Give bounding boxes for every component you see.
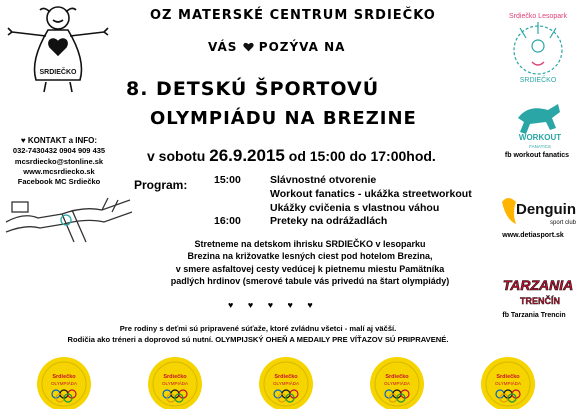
program-time <box>214 188 270 202</box>
medal-text: Srdiečko <box>52 374 76 380</box>
denguin-caption[interactable]: www.detiasport.sk <box>502 232 564 239</box>
program-time: 16:00 <box>214 215 241 228</box>
description-line: padlých hrdinov (smerové tabule vás privedú na štart olympiády) <box>170 276 450 287</box>
contact-facebook[interactable]: Facebook MC Srdiečko <box>17 177 101 187</box>
lesopark-logo-label: Srdiečko Lesopark <box>509 13 567 20</box>
lesopark-logo <box>500 8 576 88</box>
medal-icon <box>36 356 92 409</box>
medal-sub: OLYMPIÁDA <box>495 381 521 386</box>
program-time: 15:00 <box>214 174 241 186</box>
denguin-logo-text: Denguin <box>516 201 576 218</box>
tarzania-logo <box>500 270 576 310</box>
medal-text: Srdiečko <box>385 374 409 380</box>
medal-icon <box>147 356 203 409</box>
event-date: 26.9.2015 <box>209 146 285 165</box>
workout-fanatics-logo <box>504 98 576 150</box>
srdiecko-logo-label: SRDIEČKO <box>39 69 77 76</box>
invite-pre: VÁS <box>208 40 238 54</box>
medal-text: Srdiečko <box>163 374 187 380</box>
meeting-description <box>140 238 480 288</box>
workout-caption[interactable]: fb workout fanatics <box>504 152 570 159</box>
program-item <box>214 215 472 229</box>
to-word: do <box>349 148 367 164</box>
heart-icon <box>243 42 254 52</box>
lesopark-logo-sub: SRDIEČKO <box>519 77 557 84</box>
end-time: 17:00hod. <box>370 148 436 164</box>
organizer-line: OZ MATERSKÉ CENTRUM SRDIEČKO <box>150 8 436 23</box>
medal-sub: OLYMPIÁDA <box>162 381 188 386</box>
invite-post: POZÝVA NA <box>258 40 346 54</box>
contact-title-text: KONTAKT a INFO: <box>27 136 98 145</box>
date-pre: v sobotu <box>147 148 206 164</box>
contact-title: ♥ KONTAKT a INFO: <box>20 136 98 145</box>
program-text: Ukážky cvičenia s vlastnou váhou <box>270 201 440 214</box>
program-label: Program: <box>134 178 188 192</box>
program-text: Preteky na odrážadlách <box>270 215 388 228</box>
medals-row <box>36 356 536 409</box>
description-line: Brezina na križovatke lesných ciest pod hotelom Brezina, <box>187 251 433 262</box>
medal-text: Srdiečko <box>496 374 520 380</box>
event-title-line2: OLYMPIÁDU NA BREZINE <box>150 108 417 129</box>
contact-email[interactable]: mcsrdiecko@stonline.sk <box>14 156 104 166</box>
hearts-decoration: ♥ ♥ ♥ ♥ ♥ <box>228 300 319 310</box>
program-list <box>214 174 472 229</box>
notice-line2: Rodičia ako tréneri a doprovod sú nutní. OLYMPIJSKÝ OHEŇ A MEDAILY PRE VÍŤAZOV SÚ PRIPRAVENÉ. <box>67 335 449 344</box>
medal-sub: OLYMPIÁDA <box>384 381 410 386</box>
program-item <box>214 174 472 188</box>
start-time: 15:00 <box>309 148 346 164</box>
family-notice <box>18 323 498 345</box>
tarzania-caption[interactable]: fb Tarzania Trencin <box>502 312 566 319</box>
program-item <box>214 202 472 216</box>
medal-icon <box>369 356 425 409</box>
program-item <box>214 188 472 202</box>
denguin-logo-sub: sport club <box>550 220 577 226</box>
medal-icon <box>258 356 314 409</box>
description-line: Stretneme na detskom ihrisku SRDIEČKO v lesoparku <box>194 239 426 249</box>
program-text: Workout fanatics - ukážka streetworkout <box>270 187 472 200</box>
tarzania-logo-sub: TRENČÍN <box>520 296 560 306</box>
program-text: Slávnostné otvorenie <box>270 174 377 186</box>
denguin-logo <box>498 192 578 232</box>
event-title-line1: 8. DETSKÚ ŠPORTOVÚ <box>126 78 380 100</box>
route-map <box>4 192 136 248</box>
from-word: od <box>288 148 306 164</box>
contact-web[interactable]: www.mcsrdiecko.sk <box>23 166 95 176</box>
contact-box <box>5 136 113 187</box>
notice-line1: Pre rodiny s deťmi sú pripravené súťaže, ktoré zvládnu všetci - malí aj väčší. <box>119 324 397 333</box>
srdiecko-logo <box>6 2 110 94</box>
program-time <box>214 202 270 216</box>
invite-line <box>208 40 408 54</box>
contact-phones: 032-7430432 0904 909 435 <box>12 146 106 156</box>
workout-logo-sub: FANATICS <box>529 144 551 149</box>
medal-sub: OLYMPIÁDA <box>51 381 77 386</box>
medal-sub: OLYMPIÁDA <box>273 381 299 386</box>
medal-icon <box>480 356 536 409</box>
description-line: v smere asfaltovej cesty vedúcej k pietnemu miestu Pamätníka <box>175 263 445 274</box>
medal-text: Srdiečko <box>274 374 298 380</box>
event-date-line <box>147 146 467 166</box>
tarzania-logo-text: TARZANIA <box>502 277 574 293</box>
workout-logo-text: WORKOUT <box>518 133 562 142</box>
